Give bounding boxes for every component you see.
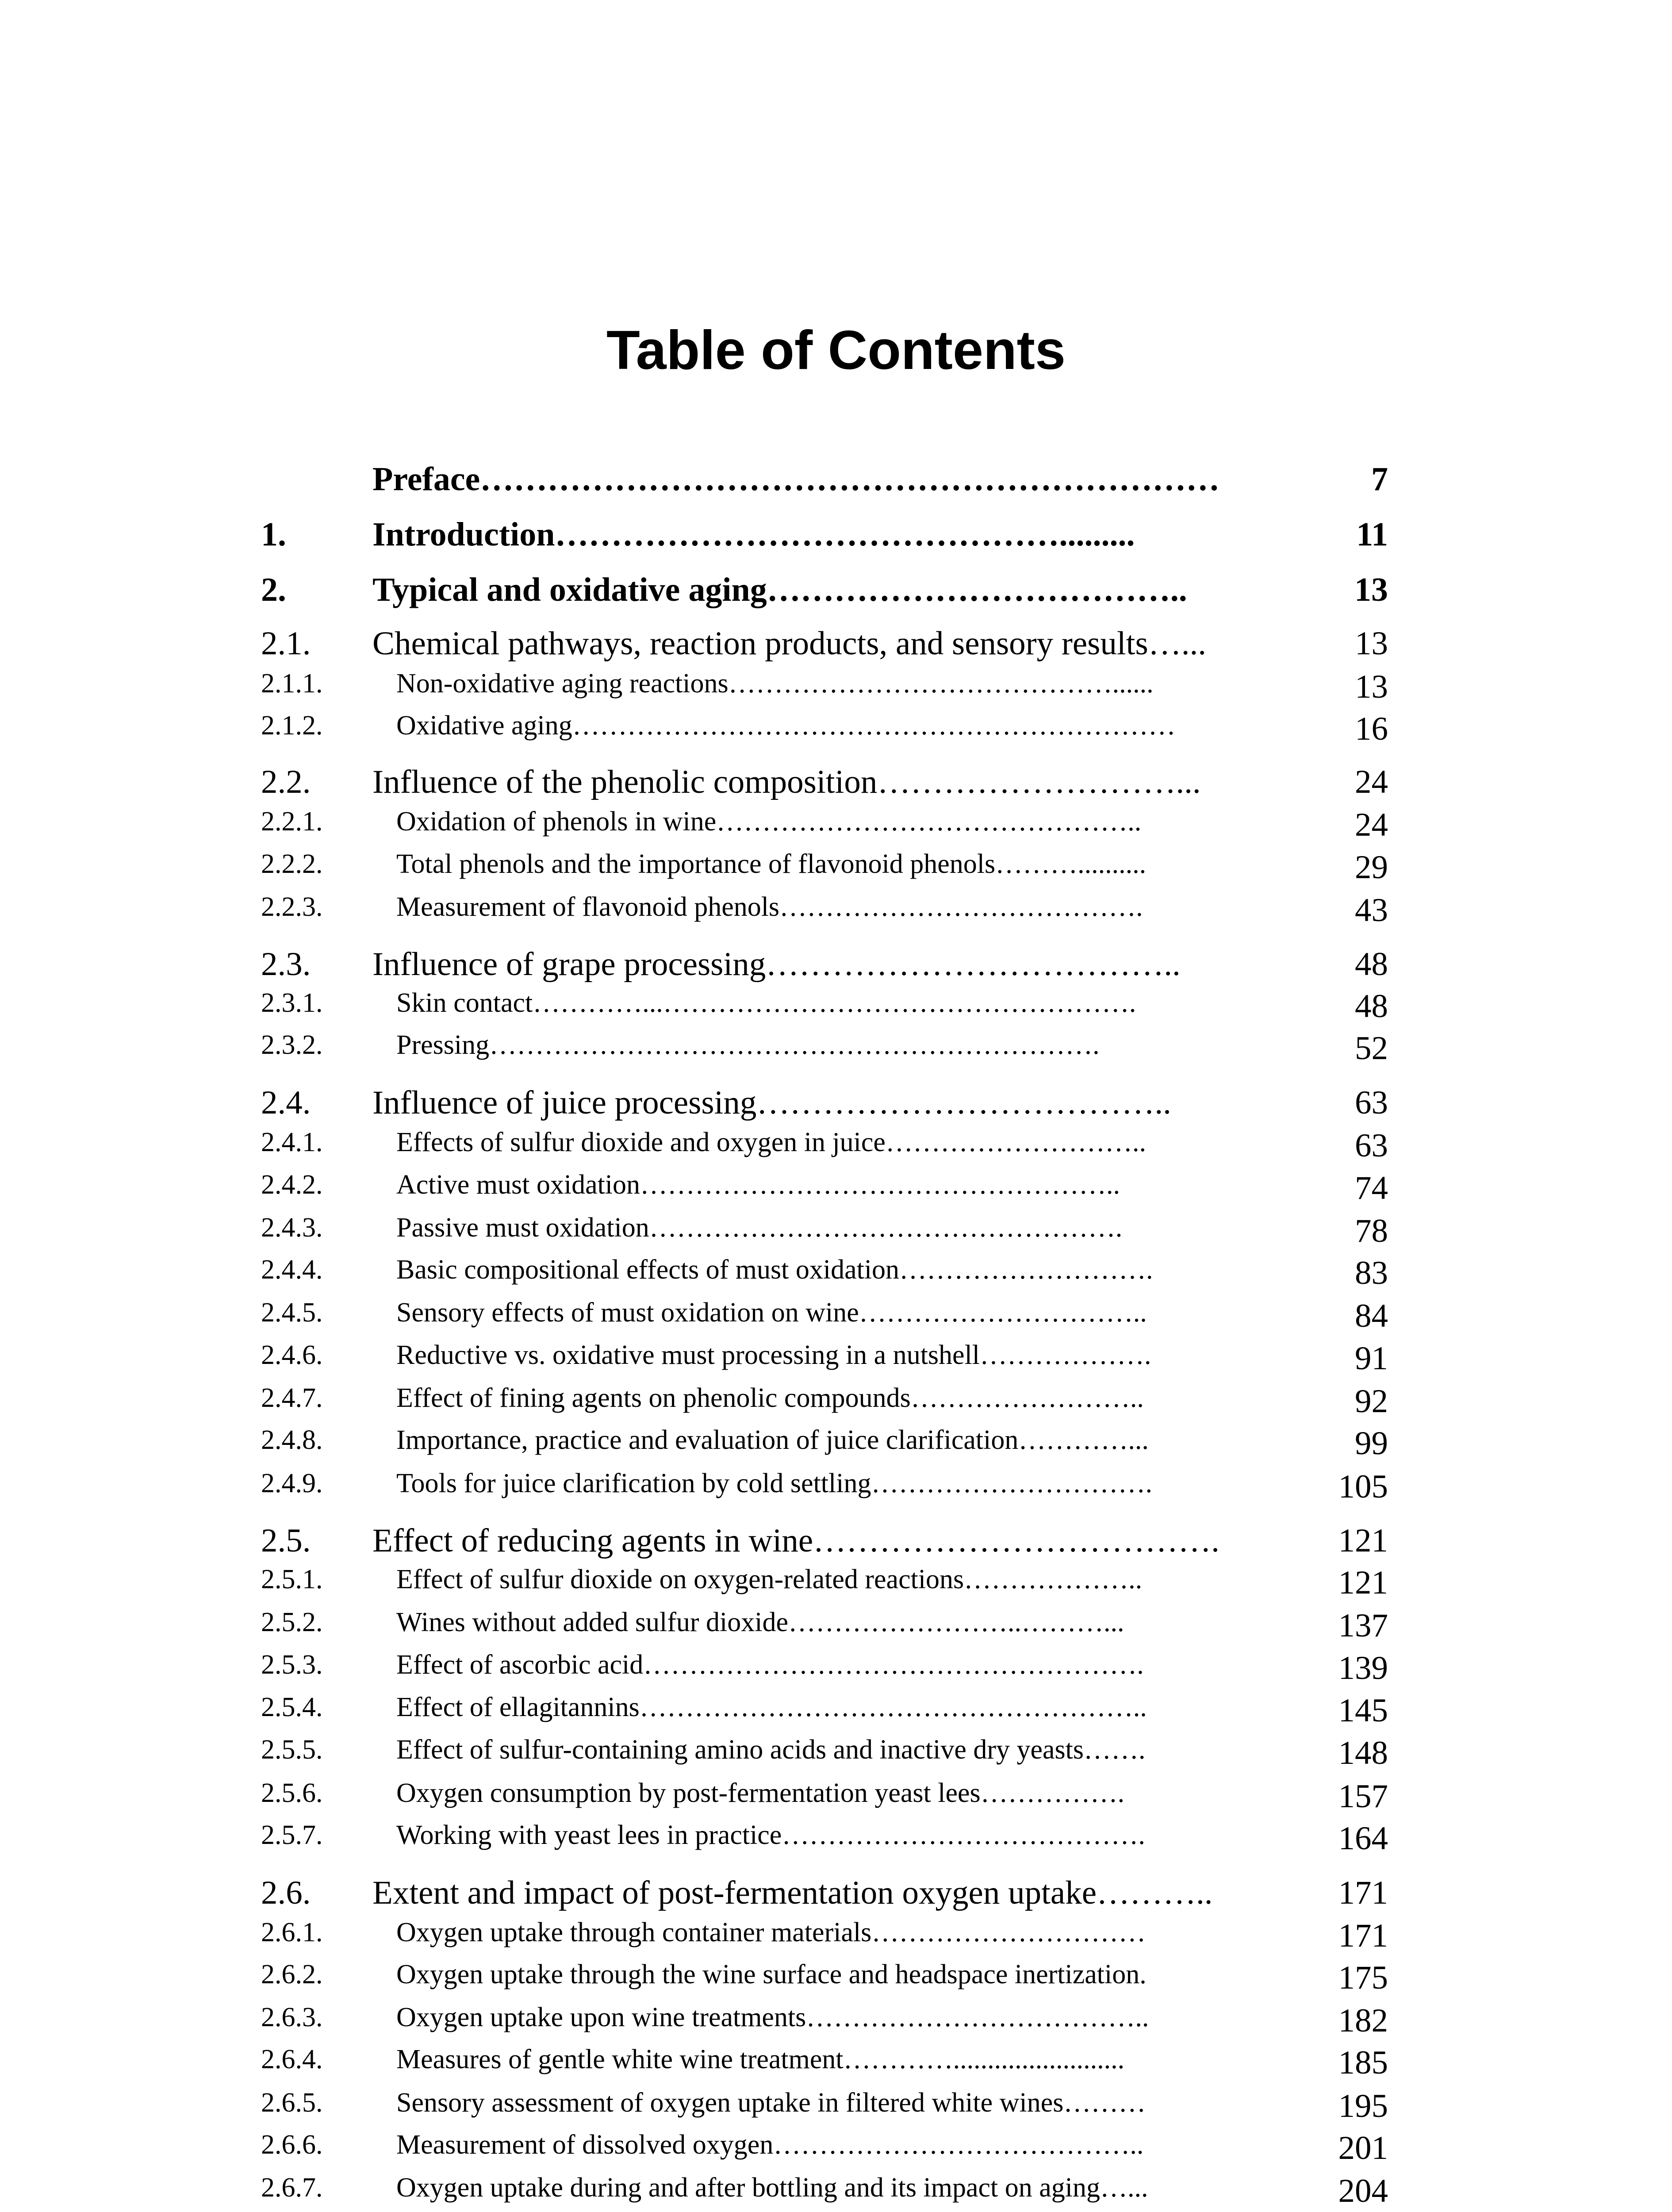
toc-entry-leader: ……………….. bbox=[964, 1564, 1143, 1594]
toc-entry-leader: …………...……………………………………………. bbox=[533, 988, 1136, 1018]
toc-entry-number: 2.2.2. bbox=[261, 849, 323, 879]
toc-entry-text: Influence of juice processing bbox=[372, 1084, 757, 1121]
toc-entry-number: 2.4.5. bbox=[261, 1298, 323, 1328]
toc-entry-page: 99 bbox=[1355, 1425, 1388, 1462]
toc-entry-number: 2.4.8. bbox=[261, 1425, 323, 1455]
toc-entry-title bbox=[396, 1127, 1304, 1158]
toc-entry-text: Measurement of flavonoid phenols bbox=[396, 892, 780, 922]
toc-entry-text: Influence of the phenolic composition bbox=[372, 764, 878, 800]
toc-entry-title bbox=[396, 2129, 1304, 2161]
toc-entry-number: 2.6.2. bbox=[261, 1959, 323, 1989]
toc-entry-text: Sensory assessment of oxygen uptake in filtered white wines bbox=[396, 2088, 1064, 2118]
toc-entry-page: 121 bbox=[1338, 1522, 1388, 1559]
toc-entry-text: Extent and impact of post-fermentation oxygen uptake bbox=[372, 1874, 1097, 1911]
toc-entry-text: Oxygen uptake through the wine surface and headspace inertization. bbox=[396, 1959, 1147, 1989]
toc-entry-text: Passive must oxidation bbox=[396, 1213, 649, 1243]
toc-entry-leader: ……. bbox=[1084, 1735, 1146, 1765]
toc-entry-title bbox=[396, 891, 1304, 923]
toc-entry-leader: ……………………………………...... bbox=[728, 668, 1154, 699]
toc-entry-title bbox=[372, 460, 1304, 499]
toc-entry-number: 2.4.4. bbox=[261, 1255, 323, 1285]
toc-entry-text: Typical and oxidative aging bbox=[372, 571, 767, 608]
toc-entry-text: Effect of ellagitannins bbox=[396, 1692, 640, 1722]
toc-entry-text: Influence of grape processing bbox=[372, 946, 766, 983]
toc-entry-title bbox=[396, 1029, 1304, 1061]
toc-entry-text: Oxygen uptake upon wine treatments bbox=[396, 2002, 806, 2032]
toc-entry-text: Oxygen consumption by post-fermentation yeast lees bbox=[396, 1778, 981, 1808]
toc-entry-number: 2.6.1. bbox=[261, 1917, 323, 1947]
toc-entry-leader: ……………………..………... bbox=[788, 1607, 1124, 1637]
toc-entry-leader: ……………………………….. bbox=[756, 1084, 1171, 1121]
toc-entry-page: 24 bbox=[1355, 806, 1388, 843]
toc-entry-page: 201 bbox=[1338, 2130, 1388, 2166]
toc-entry-title bbox=[396, 1212, 1304, 1244]
toc-entry-leader: …... bbox=[1100, 2173, 1148, 2203]
toc-entry-title bbox=[396, 2044, 1304, 2075]
toc-entry-leader: ……………………………………………….. bbox=[639, 1692, 1147, 1722]
toc-entry-number: 2.5.4. bbox=[261, 1692, 323, 1722]
toc-entry-title bbox=[372, 945, 1304, 983]
toc-entry-page: 16 bbox=[1355, 710, 1388, 747]
toc-entry-page: 145 bbox=[1338, 1692, 1388, 1729]
toc-entry-page: 24 bbox=[1355, 764, 1388, 800]
toc-entry-number: 2.6.6. bbox=[261, 2130, 323, 2160]
page-title: Table of Contents bbox=[606, 320, 1066, 381]
toc-entry-text: Total phenols and the importance of flavonoid phenols bbox=[396, 849, 996, 879]
toc-entry-text: Oxygen uptake through container materials bbox=[396, 1917, 872, 1947]
toc-entry-number: 2.5.7. bbox=[261, 1820, 323, 1850]
toc-entry-leader: ……………………………….. bbox=[767, 571, 1187, 608]
toc-entry-page: 157 bbox=[1338, 1778, 1388, 1815]
toc-entry-leader: …………... bbox=[1018, 1425, 1149, 1455]
toc-entry-text: Measures of gentle white wine treatment bbox=[396, 2044, 844, 2074]
toc-entry-number: 2.2. bbox=[261, 764, 311, 800]
toc-entry-number: 2.4.3. bbox=[261, 1213, 323, 1243]
toc-entry-leader: …………………….. bbox=[910, 1383, 1144, 1413]
toc-entry-page: 137 bbox=[1338, 1607, 1388, 1644]
toc-entry-number: 2.4.6. bbox=[261, 1340, 323, 1370]
toc-entry-text: Non-oxidative aging reactions bbox=[396, 668, 729, 699]
toc-entry-leader: ……………………………………………. bbox=[649, 1213, 1123, 1243]
toc-entry-text: Sensory effects of must oxidation on wine bbox=[396, 1298, 859, 1328]
toc-entry-page: 74 bbox=[1355, 1170, 1388, 1206]
toc-entry-number: 2.4.9. bbox=[261, 1468, 323, 1498]
toc-entry-leader: …………………………………………………………. bbox=[489, 1030, 1100, 1060]
toc-entry-leader: …... bbox=[1148, 625, 1206, 662]
toc-entry-text: Effect of fining agents on phenolic compounds bbox=[396, 1383, 911, 1413]
toc-entry-title bbox=[396, 1468, 1304, 1499]
toc-entry-title bbox=[396, 1778, 1304, 1809]
toc-entry-text: Measurement of dissolved oxygen bbox=[396, 2130, 774, 2160]
toc-entry-number: 2.6.4. bbox=[261, 2044, 323, 2074]
toc-entry-title bbox=[396, 1564, 1304, 1595]
toc-entry-text: Reductive vs. oxidative must processing in a nutshell bbox=[396, 1340, 980, 1370]
toc-entry-text: Skin contact bbox=[396, 988, 533, 1018]
toc-entry-leader: ……………………………………….. bbox=[716, 806, 1142, 837]
toc-entry-page: 171 bbox=[1338, 1874, 1388, 1911]
toc-entry-title bbox=[372, 1084, 1304, 1122]
toc-entry-text: Effects of sulfur dioxide and oxygen in juice bbox=[396, 1127, 886, 1157]
toc-entry-leader: ………………………………………………. bbox=[643, 1650, 1144, 1680]
toc-entry-number: 2.5.5. bbox=[261, 1735, 323, 1765]
toc-entry-leader: …………………………………. bbox=[782, 1820, 1145, 1850]
toc-entry-text: Effect of reducing agents in wine bbox=[372, 1522, 813, 1559]
toc-entry-title bbox=[396, 1382, 1304, 1414]
toc-entry-number: 2.6.7. bbox=[261, 2173, 323, 2203]
toc-entry-leader: ………………. bbox=[980, 1340, 1151, 1370]
toc-entry-number: 2.5.2. bbox=[261, 1607, 323, 1637]
toc-entry-number: 2.6. bbox=[261, 1874, 311, 1911]
toc-entry-number: 2.2.3. bbox=[261, 892, 323, 922]
toc-entry-page: 63 bbox=[1355, 1127, 1388, 1164]
toc-entry-text: Wines without added sulfur dioxide bbox=[396, 1607, 789, 1637]
toc-entry-leader: ………………………………. bbox=[813, 1522, 1219, 1559]
toc-entry-text: Effect of sulfur dioxide on oxygen-related reactions bbox=[396, 1564, 964, 1594]
toc-entry-number: 2.3. bbox=[261, 946, 311, 983]
toc-entry-page: 139 bbox=[1338, 1650, 1388, 1686]
toc-entry-leader: ………………………………………………………… bbox=[572, 710, 1176, 741]
toc-entry-title bbox=[372, 571, 1304, 609]
toc-entry-leader: ……….......... bbox=[995, 849, 1147, 879]
toc-entry-number: 2.5.3. bbox=[261, 1650, 323, 1680]
toc-entry-page: 78 bbox=[1355, 1213, 1388, 1249]
toc-entry-page: 171 bbox=[1338, 1917, 1388, 1954]
toc-entry-number: 2.1.1. bbox=[261, 668, 323, 699]
toc-entry-leader: ………………………. bbox=[899, 1255, 1153, 1285]
toc-entry-leader: ……………. bbox=[980, 1778, 1125, 1808]
toc-entry-text: Oxidative aging bbox=[396, 710, 572, 741]
toc-entry-number: 2.4.7. bbox=[261, 1383, 323, 1413]
toc-entry-text: Preface bbox=[372, 461, 480, 498]
toc-entry-text: Importance, practice and evaluation of juice clarification bbox=[396, 1425, 1019, 1455]
toc-entry-leader: ………………………………….. bbox=[773, 2130, 1144, 2160]
toc-entry-leader: ……… bbox=[1063, 2088, 1146, 2118]
toc-entry-number: 2. bbox=[261, 571, 286, 608]
toc-entry-number: 2.5. bbox=[261, 1522, 311, 1559]
toc-entry-page: 175 bbox=[1338, 1959, 1388, 1996]
toc-entry-page: 92 bbox=[1355, 1383, 1388, 1420]
toc-entry-title bbox=[396, 1917, 1304, 1948]
toc-entry-title bbox=[396, 806, 1304, 837]
toc-entry-page: 13 bbox=[1354, 571, 1388, 608]
toc-entry-title bbox=[396, 1959, 1304, 1990]
toc-entry-leader: ………………………… bbox=[871, 1917, 1146, 1947]
toc-entry-number: 2.4.1. bbox=[261, 1127, 323, 1157]
toc-entry-page: 148 bbox=[1338, 1735, 1388, 1771]
toc-entry-number: 2.1. bbox=[261, 625, 311, 662]
toc-entry-number: 2.5.6. bbox=[261, 1778, 323, 1808]
toc-entry-page: 7 bbox=[1371, 461, 1388, 498]
toc-entry-title bbox=[396, 2087, 1304, 2119]
toc-entry-page: 204 bbox=[1338, 2173, 1388, 2209]
toc-entry-page: 63 bbox=[1355, 1084, 1388, 1121]
toc-entry-text: Basic compositional effects of must oxidation bbox=[396, 1255, 900, 1285]
toc-entry-page: 83 bbox=[1355, 1255, 1388, 1291]
toc-entry-title bbox=[396, 668, 1304, 699]
toc-entry-page: 11 bbox=[1356, 516, 1388, 553]
toc-entry-page: 91 bbox=[1355, 1340, 1388, 1377]
toc-entry-leader: ……………………….. bbox=[885, 1127, 1146, 1157]
toc-entry-number: 2.4. bbox=[261, 1084, 311, 1121]
toc-entry-page: 48 bbox=[1355, 946, 1388, 983]
toc-entry-number: 2.3.1. bbox=[261, 988, 323, 1018]
toc-entry-title bbox=[396, 1340, 1304, 1371]
toc-entry-title bbox=[372, 1874, 1304, 1912]
toc-entry-page: 121 bbox=[1338, 1564, 1388, 1601]
toc-entry-text: Introduction bbox=[372, 516, 555, 553]
toc-entry-leader: …………………………. bbox=[871, 1468, 1152, 1498]
toc-entry-text: Oxygen uptake during and after bottling and its impact on aging bbox=[396, 2173, 1100, 2203]
toc-entry-title bbox=[372, 763, 1304, 801]
toc-entry-text: Pressing bbox=[396, 1030, 490, 1060]
toc-entry-title bbox=[396, 1169, 1304, 1201]
toc-entry-text: Tools for juice clarification by cold settling bbox=[396, 1468, 871, 1498]
toc-entry-text: Oxidation of phenols in wine bbox=[396, 806, 717, 837]
toc-entry-leader: ………………………….. bbox=[859, 1298, 1147, 1328]
toc-entry-leader: …………………………………………….. bbox=[640, 1170, 1120, 1200]
toc-entry-page: 195 bbox=[1338, 2088, 1388, 2124]
toc-entry-leader: ………………………………………......... bbox=[555, 516, 1135, 553]
toc-entry-page: 13 bbox=[1355, 625, 1388, 662]
toc-entry-page: 84 bbox=[1355, 1298, 1388, 1334]
toc-entry-number: 2.4.2. bbox=[261, 1170, 323, 1200]
toc-entry-number: 2.6.5. bbox=[261, 2088, 323, 2118]
toc-entry-title bbox=[372, 625, 1304, 663]
toc-entry-leader: ………………………... bbox=[877, 764, 1201, 800]
toc-entry-title bbox=[396, 1607, 1304, 1638]
toc-entry-title bbox=[396, 1692, 1304, 1723]
toc-entry-number: 2.3.2. bbox=[261, 1030, 323, 1060]
toc-entry-page: 48 bbox=[1355, 988, 1388, 1025]
toc-entry-title bbox=[396, 1649, 1304, 1681]
toc-entry-leader: …………......................... bbox=[843, 2044, 1125, 2074]
toc-entry-page: 185 bbox=[1338, 2044, 1388, 2081]
toc-entry-page: 29 bbox=[1355, 849, 1388, 886]
toc-entry-title bbox=[396, 2002, 1304, 2033]
toc-entry-title bbox=[396, 710, 1304, 741]
toc-entry-title bbox=[372, 1522, 1304, 1560]
toc-entry-title bbox=[396, 1734, 1304, 1766]
toc-entry-title bbox=[396, 2172, 1304, 2204]
toc-entry-text: Working with yeast lees in practice bbox=[396, 1820, 782, 1850]
toc-entry-number: 1. bbox=[261, 516, 286, 553]
toc-entry-title bbox=[396, 1297, 1304, 1329]
toc-entry-text: Effect of ascorbic acid bbox=[396, 1650, 644, 1680]
toc-entry-title bbox=[396, 849, 1304, 880]
toc-entry-title bbox=[396, 1820, 1304, 1851]
toc-entry-leader: ……………………………….. bbox=[766, 946, 1181, 983]
toc-entry-title bbox=[372, 515, 1304, 554]
toc-entry-leader: ……………………………….. bbox=[806, 2002, 1149, 2032]
toc-entry-text: Chemical pathways, reaction products, and sensory results bbox=[372, 625, 1148, 662]
toc-entry-title bbox=[396, 1254, 1304, 1286]
toc-entry-leader: ………………………………………………………… bbox=[480, 461, 1220, 498]
toc-entry-title bbox=[396, 1425, 1304, 1456]
toc-entry-page: 182 bbox=[1338, 2002, 1388, 2039]
toc-entry-leader: ……….. bbox=[1097, 1874, 1213, 1911]
toc-entry-page: 52 bbox=[1355, 1030, 1388, 1067]
toc-entry-leader: …………………………………. bbox=[779, 892, 1143, 922]
toc-entry-text: Active must oxidation bbox=[396, 1170, 640, 1200]
toc-entry-number: 2.2.1. bbox=[261, 806, 323, 837]
toc-entry-number: 2.5.1. bbox=[261, 1564, 323, 1594]
toc-entry-page: 105 bbox=[1338, 1468, 1388, 1505]
toc-entry-page: 164 bbox=[1338, 1820, 1388, 1857]
toc-entry-text: Effect of sulfur-containing amino acids and inactive dry yeasts bbox=[396, 1735, 1084, 1765]
toc-entry-page: 13 bbox=[1355, 668, 1388, 705]
toc-entry-page: 43 bbox=[1355, 892, 1388, 929]
toc-entry-title bbox=[396, 987, 1304, 1019]
toc-entry-number: 2.1.2. bbox=[261, 710, 323, 741]
toc-entry-number: 2.6.3. bbox=[261, 2002, 323, 2032]
